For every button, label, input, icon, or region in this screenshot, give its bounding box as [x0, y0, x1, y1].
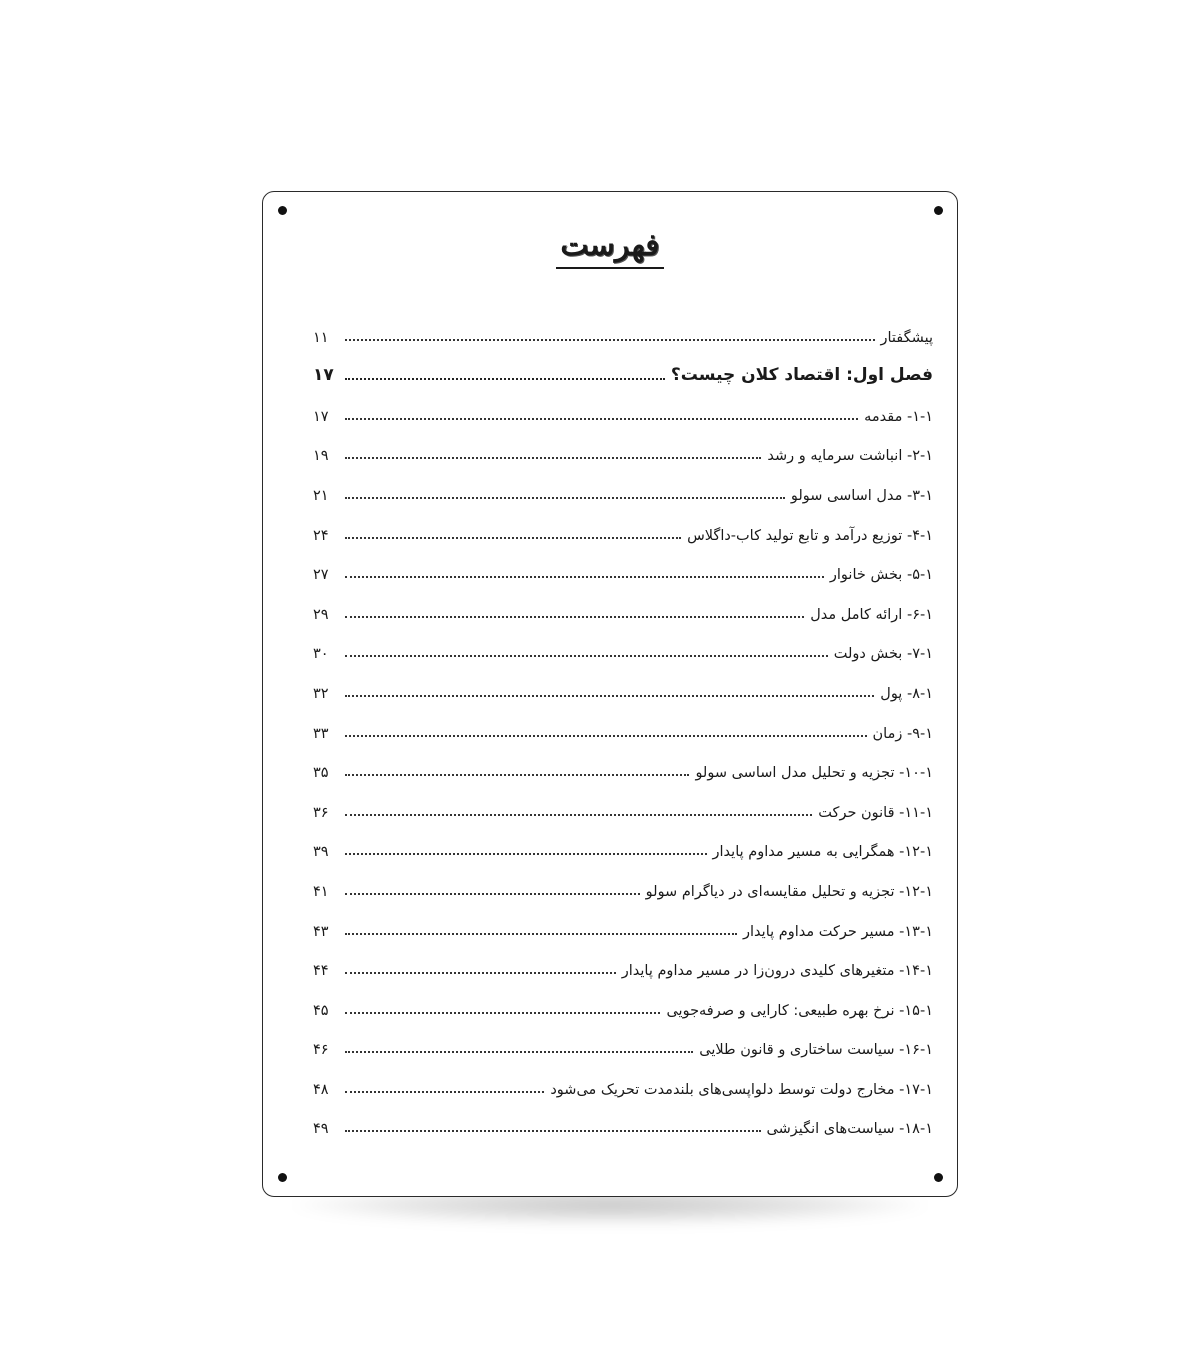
toc-entry-row	[313, 785, 933, 825]
toc-entry-page-number: ۱۷	[313, 365, 334, 386]
toc-board	[262, 191, 958, 1197]
toc-entry-row	[313, 468, 933, 508]
toc-title-wrapper	[263, 228, 957, 269]
toc-entry-label: پیشگفتار	[880, 329, 933, 346]
toc-entry-page-number: ۴۶	[313, 1042, 329, 1059]
toc-entry-page-number: ۲۷	[313, 567, 329, 584]
toc-entry-row	[313, 429, 933, 469]
dot-leader	[345, 616, 804, 618]
mount-hole-top-left-icon	[278, 206, 287, 215]
toc-entry-page-number: ۳۰	[313, 646, 329, 663]
toc-entry-page-number: ۱۹	[313, 448, 329, 465]
toc-entry-row	[313, 310, 933, 350]
toc-entry-row	[313, 389, 933, 429]
toc-entry-label: ۱۷-۱- مخارج دولت توسط دلواپسی‌های بلندمدت تحریک می‌شود	[550, 1081, 933, 1098]
toc-entry-page-number: ۳۹	[313, 844, 329, 861]
dot-leader	[345, 418, 858, 420]
toc-entry-row	[313, 825, 933, 865]
dot-leader	[345, 378, 665, 380]
dot-leader	[345, 339, 875, 341]
dot-leader	[345, 457, 761, 459]
toc-entry-page-number: ۴۸	[313, 1081, 329, 1098]
dot-leader	[345, 576, 824, 578]
toc-entry-label: ۱۲-۱- تجزیه و تحلیل مقایسه‌ای در دیاگرام سولو	[645, 883, 933, 900]
toc-entry-label: ۱۳-۱- مسیر حرکت مداوم پایدار	[743, 923, 933, 940]
toc-entry-label: ۱۸-۱- سیاست‌های انگیزشی	[766, 1121, 933, 1138]
toc-entry-row	[313, 627, 933, 667]
dot-leader	[345, 933, 737, 935]
dot-leader	[345, 1012, 660, 1014]
toc-title: فهرست	[556, 228, 663, 269]
toc-entry-row	[313, 666, 933, 706]
dot-leader	[345, 655, 828, 657]
toc-entry-page-number: ۴۴	[313, 963, 329, 980]
toc-entry-label: ۳-۱- مدل اساسی سولو	[790, 487, 933, 504]
toc-entry-label: ۸-۱- پول	[880, 685, 933, 702]
toc-entry-row	[313, 864, 933, 904]
toc-entry-page-number: ۲۱	[313, 487, 329, 504]
toc-entry-label: ۵-۱- بخش خانوار	[829, 567, 933, 584]
toc-entry-row	[313, 1102, 933, 1142]
toc-entry-label: فصل اول: اقتصاد کلان چیست؟	[670, 365, 933, 386]
toc-entry-label: ۱-۱- مقدمه	[864, 408, 933, 425]
toc-entry-page-number: ۱۱	[313, 329, 329, 346]
toc-entry-label: ۱۶-۱- سیاست ساختاری و قانون طلایی	[699, 1042, 933, 1059]
toc-entry-row	[313, 944, 933, 984]
mount-hole-top-right-icon	[934, 206, 943, 215]
toc-entry-row	[313, 746, 933, 786]
toc-entry-row	[313, 508, 933, 548]
toc-entry-page-number: ۳۳	[313, 725, 329, 742]
toc-entry-label: ۶-۱- ارائه کامل مدل	[810, 606, 933, 623]
toc-entry-row	[313, 706, 933, 746]
dot-leader	[345, 695, 874, 697]
dot-leader	[345, 774, 689, 776]
toc-entry-label: ۲-۱- انباشت سرمایه و رشد	[767, 448, 933, 465]
toc-entry-label: ۹-۱- زمان	[872, 725, 933, 742]
dot-leader	[345, 497, 785, 499]
dot-leader	[345, 1051, 693, 1053]
toc-entry-row	[313, 1062, 933, 1102]
toc-chapter-row	[313, 350, 933, 390]
toc-entry-page-number: ۳۵	[313, 765, 329, 782]
mount-hole-bottom-right-icon	[934, 1173, 943, 1182]
toc-list	[313, 310, 933, 1141]
dot-leader	[345, 735, 867, 737]
toc-entry-label: ۴-۱- توزیع درآمد و تابع تولید کاب-داگلاس	[687, 527, 933, 544]
toc-entry-label: ۱۱-۱- قانون حرکت	[818, 804, 933, 821]
toc-entry-page-number: ۱۷	[313, 408, 329, 425]
toc-entry-page-number: ۲۴	[313, 527, 329, 544]
toc-entry-row	[313, 904, 933, 944]
dot-leader	[345, 893, 640, 895]
mount-hole-bottom-left-icon	[278, 1173, 287, 1182]
toc-entry-page-number: ۴۳	[313, 923, 329, 940]
toc-entry-page-number: ۳۶	[313, 804, 329, 821]
dot-leader	[345, 853, 707, 855]
toc-entry-page-number: ۲۹	[313, 606, 329, 623]
dot-leader	[345, 537, 681, 539]
dot-leader	[345, 1130, 761, 1132]
dot-leader	[345, 1091, 544, 1093]
toc-entry-label: ۱۴-۱- متغیرهای کلیدی درون‌زا در مسیر مداوم پایدار	[621, 963, 933, 980]
toc-entry-page-number: ۳۲	[313, 685, 329, 702]
toc-entry-page-number: ۴۱	[313, 883, 329, 900]
toc-entry-page-number: ۴۵	[313, 1002, 329, 1019]
toc-entry-row	[313, 548, 933, 588]
dot-leader	[345, 814, 812, 816]
toc-entry-row	[313, 587, 933, 627]
toc-entry-page-number: ۴۹	[313, 1121, 329, 1138]
toc-entry-label: ۷-۱- بخش دولت	[833, 646, 933, 663]
toc-entry-row	[313, 1023, 933, 1063]
dot-leader	[345, 972, 616, 974]
toc-entry-label: ۱۲-۱- همگرایی به مسیر مداوم پایدار	[712, 844, 933, 861]
toc-entry-label: ۱۵-۱- نرخ بهره طبیعی: کارایی و صرفه‌جویی	[666, 1002, 933, 1019]
toc-entry-row	[313, 983, 933, 1023]
toc-entry-label: ۱۰-۱- تجزیه و تحلیل مدل اساسی سولو	[695, 765, 933, 782]
